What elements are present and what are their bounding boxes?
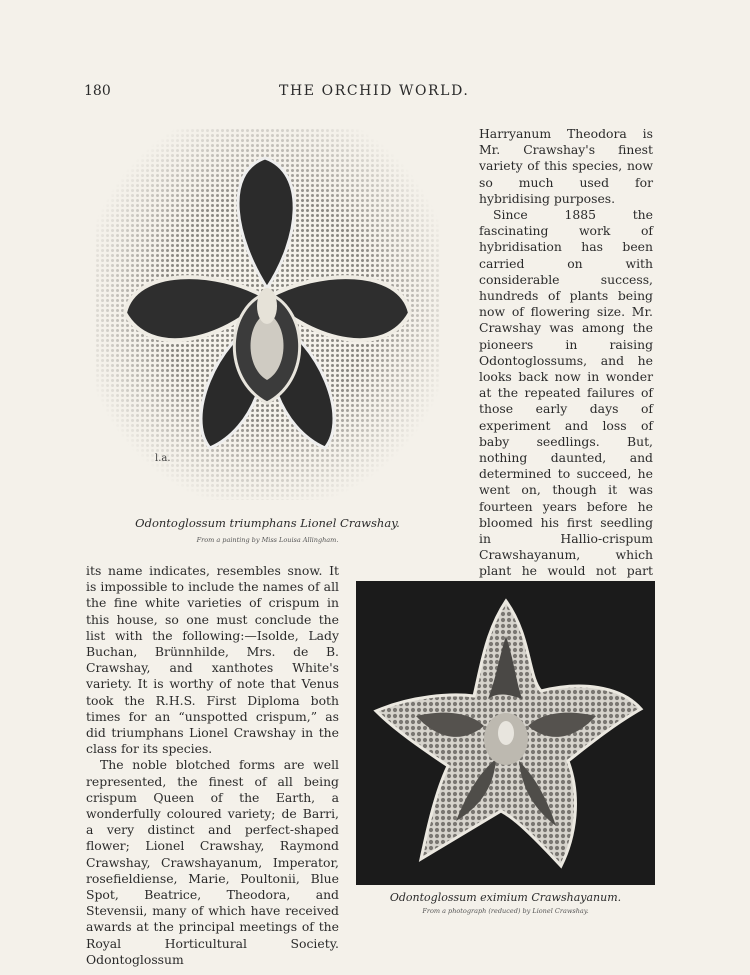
page-number: 180 <box>84 83 111 99</box>
figure1-credit: From a painting by Miss Louisa Allingham. <box>196 536 339 544</box>
figure1-caption: Odontoglossum triumphans Lionel Crawshay. <box>135 516 400 530</box>
orchid-photograph-image <box>356 581 655 885</box>
orchid-photograph-figure <box>356 581 655 885</box>
running-title: THE ORCHID WORLD. <box>279 83 470 99</box>
paragraph: The noble blotched forms are well represented, the finest of all being crispum Queen of the Earth, a wonderfully coloured variety; de Barri, a very distinct and perfect-shaped flower; Lionel Crawshay, Raymond Crawshay, Crawshayanum, Imperator, rosefieldiense, Marie, Poultonii, Blue Spot, Beatrice, Theodora, and Stevensii, many of which have received awards at the principal meetings of the Royal Horticultural Society. Odontoglossum <box>86 757 339 967</box>
paragraph: its name indicates, resembles snow. It is impossible to include the names of all the fine white varieties of crispum in this house, so one must conclude the list with the following:—Isolde, Lady Buchan, Brünnhilde, Mrs. de B. Crawshay, and xanthotes White's variety. It is worthy of note that Venus took the R.H.S. First Diploma both times for an “unspotted crispum,” as did triumphans Lionel Crawshay in the class for its species. <box>86 563 339 757</box>
right-column-text <box>479 126 653 645</box>
orchid-painting-figure <box>95 128 440 500</box>
figure2-credit: From a photograph (reduced) by Lionel Crawshay. <box>422 907 589 915</box>
left-column-text <box>86 563 339 968</box>
paragraph: Since 1885 the fascinating work of hybridisation has been carried on with considerable success, hundreds of plants being now of flowering size. Mr. Crawshay was among the pioneers in raising Odontoglossums, and he looks back now in wonder at the repeated failures of those early days of experiment and loss of baby seedlings. But, nothing daunted, and determined to succeed, he went on, though it was fourteen years before he bloomed his first seedling in Hallio-crispum Crawshayanum, which plant he would not part <box>479 207 653 579</box>
svg-text:l.a.: l.a. <box>155 453 171 464</box>
orchid-painting-illustration <box>95 128 440 500</box>
figure2-caption: Odontoglossum eximium Crawshayanum. <box>389 891 622 904</box>
paragraph: Harryanum Theodora is Mr. Crawshay's finest variety of this species, now so much used for hybridising purposes. <box>479 126 653 206</box>
